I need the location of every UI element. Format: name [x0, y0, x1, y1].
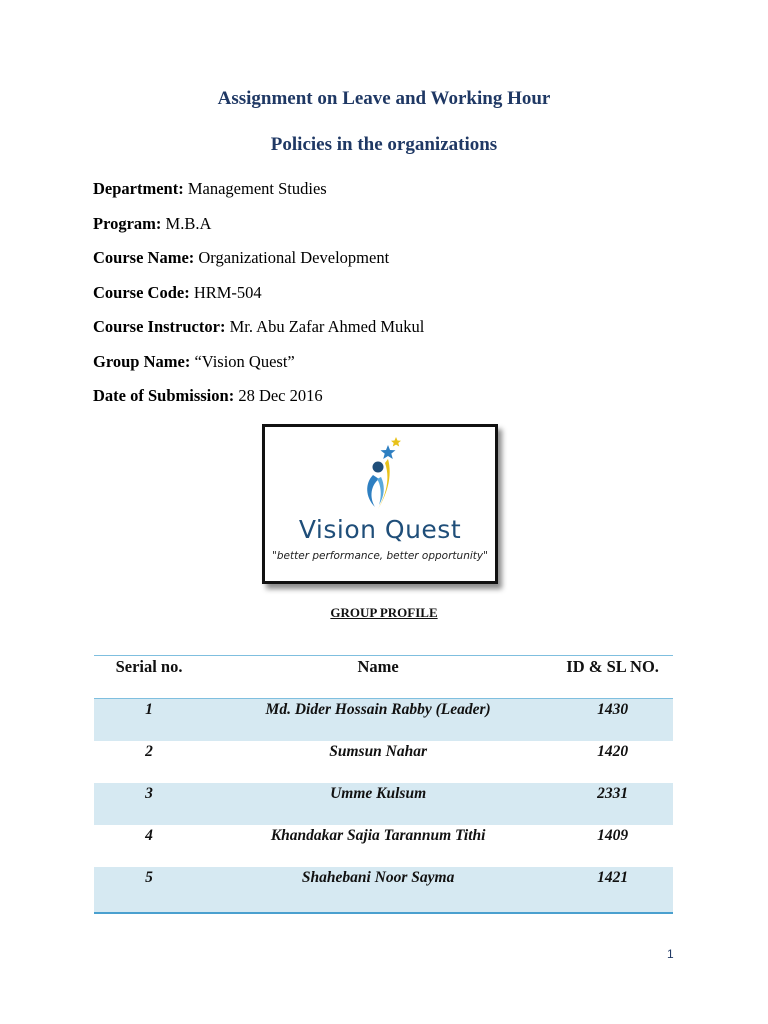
header-id: ID & SL NO.: [552, 656, 673, 699]
field-value: Mr. Abu Zafar Ahmed Mukul: [225, 317, 425, 336]
field-value: HRM-504: [189, 283, 262, 302]
cell-serial: 4: [145, 827, 153, 844]
field-date-of-submission: [93, 386, 323, 406]
cell-name: Md. Dider Hossain Rabby (Leader): [204, 699, 552, 742]
field-value: Organizational Development: [194, 248, 390, 267]
cell-name: Shahebani Noor Sayma: [204, 867, 552, 913]
logo-name: Vision Quest: [298, 515, 462, 544]
field-value: “Vision Quest”: [190, 352, 295, 371]
logo-star-small: [391, 437, 401, 447]
field-label: Course Name:: [93, 248, 195, 267]
title-line-2: Policies in the organizations: [270, 134, 498, 155]
logo-body-blue: [367, 475, 379, 507]
header-serial: Serial no.: [94, 656, 204, 699]
cell-id: 1421: [552, 867, 673, 913]
cell-id: 1430: [552, 699, 673, 742]
field-label: Group Name:: [93, 352, 191, 371]
cell-name: Umme Kulsum: [204, 783, 552, 825]
field-course-instructor: [93, 317, 424, 337]
header-name: Name: [204, 656, 552, 699]
field-value: Management Studies: [183, 179, 327, 198]
table-row: [94, 783, 673, 825]
logo-star-large: [381, 445, 396, 459]
logo-figure-icon: [265, 427, 495, 517]
cell-serial: 5: [94, 867, 204, 913]
logo-body-lightblue: [377, 477, 384, 505]
cell-name: Khandakar Sajia Tarannum Tithi: [270, 827, 486, 844]
field-value: 28 Dec 2016: [234, 386, 323, 405]
field-label: Date of Submission:: [93, 386, 235, 405]
field-course-name: [93, 248, 389, 268]
table-row: [94, 825, 673, 867]
logo-tagline: "better performance, better opportunity": [272, 550, 488, 562]
cell-id: 1420: [597, 743, 629, 760]
field-department: [93, 179, 327, 199]
field-label: Department:: [93, 179, 184, 198]
field-value: M.B.A: [161, 214, 212, 233]
cell-serial: 1: [94, 699, 204, 742]
cell-id: 2331: [552, 783, 673, 825]
page-number: 1: [667, 947, 674, 961]
group-profile-table: [94, 655, 673, 914]
logo-head: [373, 462, 384, 473]
title-line-1: Assignment on Leave and Working Hour: [217, 88, 551, 109]
table-row: [94, 867, 673, 913]
table-header-row: [94, 656, 673, 699]
field-label: Course Code:: [93, 283, 190, 302]
field-label: Program:: [93, 214, 162, 233]
field-label: Course Instructor:: [93, 317, 226, 336]
cell-serial: 3: [94, 783, 204, 825]
cell-id: 1409: [597, 827, 629, 844]
vision-quest-logo: [262, 424, 498, 584]
field-course-code: [93, 283, 262, 303]
field-group-name: [93, 352, 295, 372]
cell-name: Sumsun Nahar: [329, 743, 428, 760]
cell-serial: 2: [145, 743, 153, 760]
table-row: [94, 699, 673, 742]
table-row: [94, 741, 673, 783]
field-program: [93, 214, 211, 234]
group-profile-heading: GROUP PROFILE: [330, 605, 438, 620]
